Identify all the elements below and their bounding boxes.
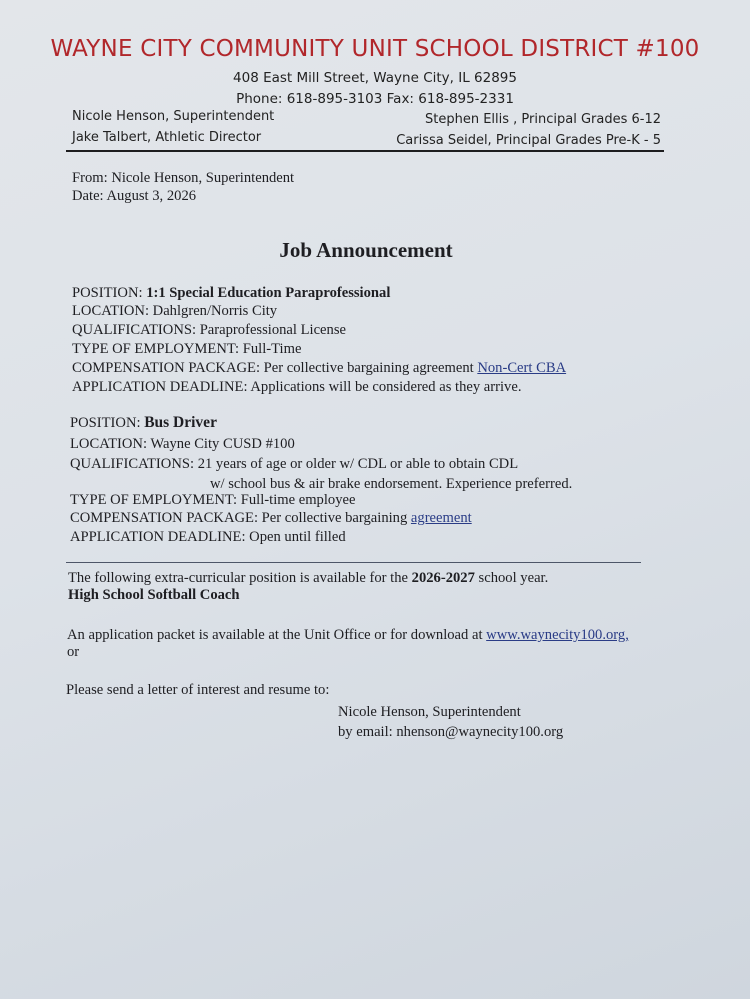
- position1-value: 1:1 Special Education Paraprofessional: [146, 285, 391, 301]
- district-title: WAYNE CITY COMMUNITY UNIT SCHOOL DISTRICT #100: [50, 36, 700, 62]
- letterhead-rule: [66, 150, 664, 152]
- extra-school-year: 2026-2027: [411, 570, 475, 586]
- position2-label: POSITION:: [70, 415, 145, 431]
- extra-curricular-notice: [68, 570, 548, 587]
- position1-deadline: APPLICATION DEADLINE: Applications will be considered as they arrive.: [72, 379, 522, 395]
- contact-name: Nicole Henson, Superintendent: [338, 704, 521, 720]
- position2-compensation: [70, 510, 472, 527]
- contact-intro: Please send a letter of interest and resume to:: [66, 682, 330, 698]
- page-heading: Job Announcement: [279, 238, 453, 262]
- position2-value: Bus Driver: [144, 414, 217, 431]
- staff-principal-6-12: Stephen Ellis , Principal Grades 6-12: [425, 112, 661, 127]
- memo-date: Date: August 3, 2026: [72, 188, 197, 204]
- position2-qualifications-line1: QUALIFICATIONS: 21 years of age or older w/ CDL or able to obtain CDL: [70, 456, 519, 472]
- position2-location: LOCATION: Wayne City CUSD #100: [70, 436, 295, 452]
- extra-text-before: The following extra-curricular position is available for the: [68, 570, 412, 586]
- position2-compensation-text: COMPENSATION PACKAGE: Per collective bargaining: [70, 510, 411, 526]
- position1-compensation: [72, 360, 566, 377]
- position2-title: [70, 414, 217, 432]
- contact-email: by email: nhenson@waynecity100.org: [338, 724, 564, 740]
- staff-superintendent: Nicole Henson, Superintendent: [72, 109, 275, 124]
- position1-title: [72, 285, 390, 302]
- position1-employment-type: TYPE OF EMPLOYMENT: Full-Time: [72, 341, 302, 357]
- position2-employment-type: TYPE OF EMPLOYMENT: Full-time employee: [70, 492, 356, 508]
- agreement-link[interactable]: agreement: [410, 510, 472, 526]
- extra-text-after: school year.: [474, 570, 549, 586]
- position1-qualifications: QUALIFICATIONS: Paraprofessional License: [72, 322, 346, 338]
- packet-notice: [67, 627, 629, 644]
- packet-text: An application packet is available at the Unit Office or for download at: [67, 627, 487, 643]
- position1-compensation-text: COMPENSATION PACKAGE: Per collective bargaining agreement: [72, 360, 478, 376]
- packet-or: or: [67, 644, 80, 660]
- extra-position: High School Softball Coach: [68, 587, 240, 603]
- district-website-link[interactable]: www.waynecity100.org,: [486, 627, 629, 643]
- position2-deadline: APPLICATION DEADLINE: Open until filled: [70, 529, 346, 545]
- position1-label: POSITION:: [72, 285, 147, 301]
- section-divider: [66, 562, 641, 563]
- district-phone-fax: Phone: 618-895-3103 Fax: 618-895-2331: [236, 91, 514, 107]
- staff-athletic-director: Jake Talbert, Athletic Director: [72, 130, 262, 145]
- non-cert-cba-link[interactable]: Non-Cert CBA: [477, 360, 567, 376]
- position1-location: LOCATION: Dahlgren/Norris City: [72, 303, 278, 319]
- position2-qualifications-line2: w/ school bus & air brake endorsement. Experience preferred.: [210, 476, 573, 492]
- staff-principal-prek-5: Carissa Seidel, Principal Grades Pre-K - 5: [396, 133, 661, 148]
- district-address: 408 East Mill Street, Wayne City, IL 62895: [233, 70, 517, 86]
- memo-from: From: Nicole Henson, Superintendent: [72, 170, 295, 186]
